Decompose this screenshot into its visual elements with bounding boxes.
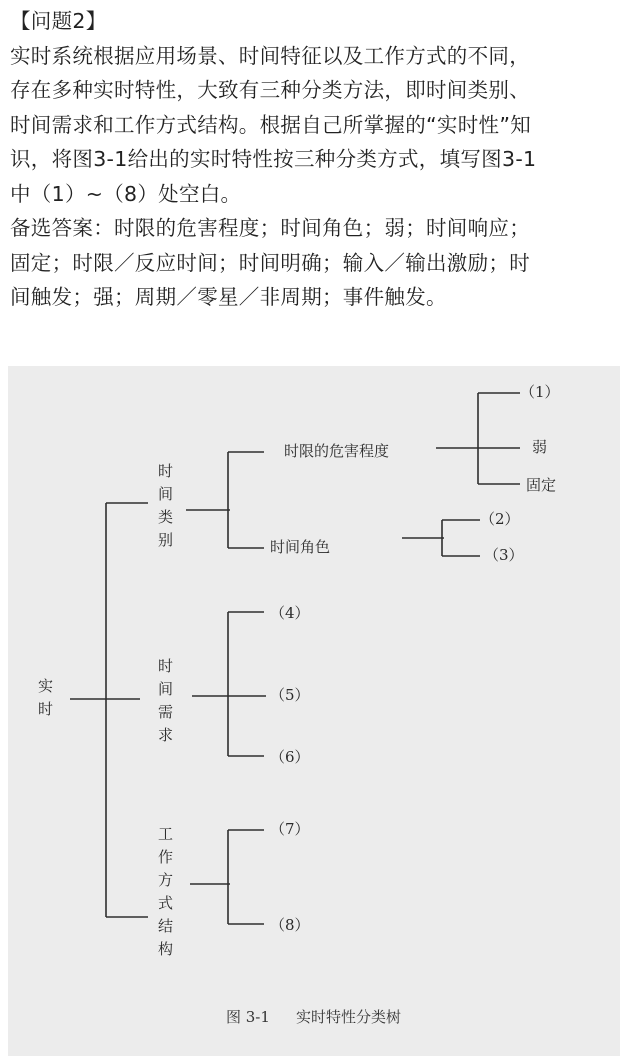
branch-work-mode-char: 结 <box>158 917 174 935</box>
question-line: 中（1）~（8）处空白。 <box>10 181 242 206</box>
blank-6: （6） <box>270 748 310 766</box>
root-label-char: 时 <box>38 700 54 718</box>
question-line: 识，将图3-1给出的实时特性按三种分类方式，填写图3-1 <box>10 147 537 171</box>
figure-caption-number: 图 3-1 <box>226 1008 270 1026</box>
blank-4: （4） <box>270 604 310 622</box>
branch-time-demand-char: 求 <box>158 726 174 744</box>
branch-work-mode-char: 作 <box>158 848 174 866</box>
classification-tree-diagram <box>8 366 620 1056</box>
blank-5: （5） <box>270 686 310 704</box>
node-time-role: 时间角色 <box>270 538 331 556</box>
branch-time-demand-char: 时 <box>158 657 174 675</box>
branch-work-mode-char: 方 <box>158 871 174 889</box>
answer-options-line: 间触发；强；周期／零星／非周期；事件触发。 <box>10 285 447 309</box>
question-line: 存在多种实时特性，大致有三种分类方法，即时间类别、 <box>10 78 530 102</box>
branch-time-category-char: 时 <box>158 462 174 480</box>
branch-time-demand-char: 间 <box>158 680 174 698</box>
blank-7: （7） <box>270 820 310 838</box>
leaf-fixed: 固定 <box>526 476 557 494</box>
branch-time-category-char: 别 <box>158 531 174 549</box>
blank-8: （8） <box>270 916 310 934</box>
question-line: 时间需求和工作方式结构。根据自己所掌握的“实时性”知 <box>10 112 532 137</box>
figure-caption-title: 实时特性分类树 <box>296 1008 402 1026</box>
answer-options-line: 备选答案：时限的危害程度；时间角色；弱；时间响应； <box>10 216 530 240</box>
branch-work-mode-char: 工 <box>158 825 174 843</box>
node-deadline-severity: 时限的危害程度 <box>284 442 390 460</box>
branch-time-category-char: 间 <box>158 485 174 503</box>
blank-1: （1） <box>520 383 560 401</box>
answer-options-line: 固定；时限／反应时间；时间明确；输入／输出激励；时 <box>10 250 530 275</box>
branch-work-mode-char: 构 <box>158 940 174 958</box>
blank-2: （2） <box>480 510 520 528</box>
question-heading: 【问题2】 <box>10 9 107 33</box>
blank-3: （3） <box>484 546 524 564</box>
branch-time-category-char: 类 <box>158 508 174 526</box>
branch-work-mode-char: 式 <box>158 894 174 912</box>
leaf-weak: 弱 <box>532 438 548 456</box>
root-label-char: 实 <box>38 677 54 695</box>
branch-time-demand-char: 需 <box>158 703 174 721</box>
question-line: 实时系统根据应用场景、时间特征以及工作方式的不同， <box>10 43 530 68</box>
figure-3-1 <box>8 366 620 1056</box>
question-text <box>10 4 622 315</box>
